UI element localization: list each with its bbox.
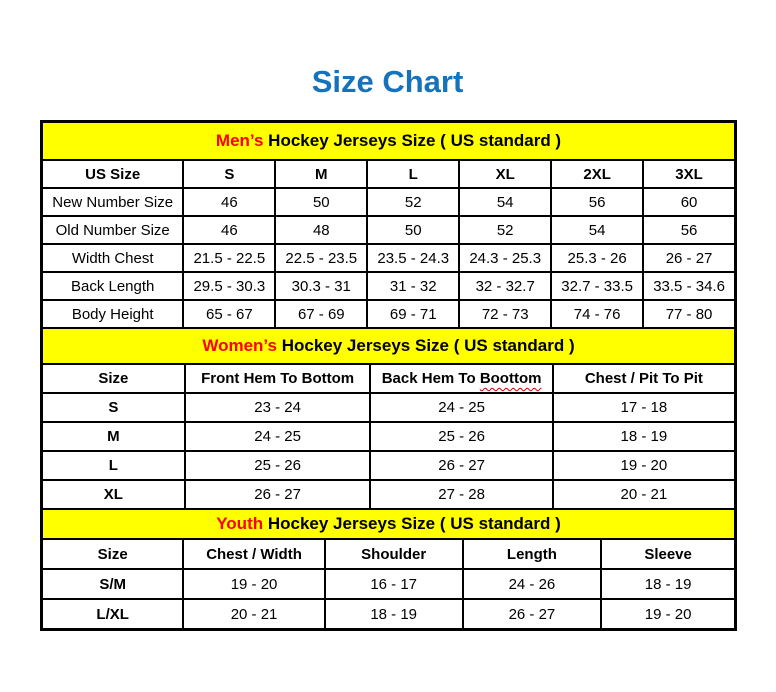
size-value-cell: 24 - 25 bbox=[185, 422, 371, 451]
table-row bbox=[42, 569, 735, 599]
table-row bbox=[42, 188, 735, 216]
mens-header-l: L bbox=[367, 160, 459, 188]
size-value-cell: 29.5 - 30.3 bbox=[183, 272, 275, 300]
size-value-cell: 77 - 80 bbox=[643, 300, 735, 328]
size-value-cell: 18 - 19 bbox=[553, 422, 735, 451]
table-row bbox=[42, 422, 735, 451]
youth-banner-highlight: Youth bbox=[216, 514, 264, 533]
youth-header-chest-width: Chest / Width bbox=[183, 539, 324, 569]
size-value-cell: 26 - 27 bbox=[185, 480, 371, 509]
page-title: Size Chart bbox=[311, 64, 464, 99]
size-value-cell: 46 bbox=[183, 216, 275, 244]
womens-banner-rest: Hockey Jerseys Size ( US standard ) bbox=[276, 336, 575, 355]
row-label: L bbox=[42, 451, 185, 480]
size-value-cell: 54 bbox=[459, 188, 551, 216]
size-value-cell: 21.5 - 22.5 bbox=[183, 244, 275, 272]
mens-table-body bbox=[42, 188, 735, 328]
womens-header-size: Size bbox=[42, 364, 185, 393]
size-value-cell: 19 - 20 bbox=[553, 451, 735, 480]
mens-banner-rest: Hockey Jerseys Size ( US standard ) bbox=[263, 131, 562, 150]
table-row bbox=[42, 272, 735, 300]
size-value-cell: 24 - 26 bbox=[463, 569, 602, 599]
womens-header-row bbox=[42, 364, 735, 393]
size-chart-container bbox=[40, 120, 737, 631]
youth-table-body bbox=[42, 569, 735, 629]
size-value-cell: 50 bbox=[275, 188, 367, 216]
table-row bbox=[42, 216, 735, 244]
size-value-cell: 67 - 69 bbox=[275, 300, 367, 328]
size-value-cell: 18 - 19 bbox=[601, 569, 735, 599]
womens-header-chest: Chest / Pit To Pit bbox=[553, 364, 735, 393]
table-row bbox=[42, 300, 735, 328]
size-value-cell: 19 - 20 bbox=[183, 569, 324, 599]
mens-header-s: S bbox=[183, 160, 275, 188]
youth-header-length: Length bbox=[463, 539, 602, 569]
table-row bbox=[42, 599, 735, 629]
size-value-cell: 52 bbox=[367, 188, 459, 216]
youth-banner-text bbox=[42, 509, 735, 539]
mens-header-m: M bbox=[275, 160, 367, 188]
size-value-cell: 32.7 - 33.5 bbox=[551, 272, 643, 300]
size-value-cell: 17 - 18 bbox=[553, 393, 735, 422]
size-value-cell: 27 - 28 bbox=[370, 480, 552, 509]
youth-size-table bbox=[41, 508, 736, 630]
size-value-cell: 20 - 21 bbox=[553, 480, 735, 509]
size-value-cell: 33.5 - 34.6 bbox=[643, 272, 735, 300]
size-value-cell: 23.5 - 24.3 bbox=[367, 244, 459, 272]
size-value-cell: 30.3 - 31 bbox=[275, 272, 367, 300]
row-label: Width Chest bbox=[42, 244, 183, 272]
womens-header-front-hem: Front Hem To Bottom bbox=[185, 364, 371, 393]
size-value-cell: 16 - 17 bbox=[325, 569, 463, 599]
size-value-cell: 24.3 - 25.3 bbox=[459, 244, 551, 272]
row-label: S/M bbox=[42, 569, 183, 599]
mens-banner bbox=[42, 122, 735, 160]
size-value-cell: 48 bbox=[275, 216, 367, 244]
size-value-cell: 72 - 73 bbox=[459, 300, 551, 328]
youth-header-sleeve: Sleeve bbox=[601, 539, 735, 569]
size-value-cell: 25 - 26 bbox=[185, 451, 371, 480]
womens-header-back-hem-misspelled-word: Boottom bbox=[479, 370, 542, 387]
womens-banner-text bbox=[42, 328, 735, 364]
size-value-cell: 52 bbox=[459, 216, 551, 244]
youth-header-shoulder: Shoulder bbox=[325, 539, 463, 569]
size-value-cell: 32 - 32.7 bbox=[459, 272, 551, 300]
mens-header-us-size: US Size bbox=[42, 160, 183, 188]
mens-header-3xl: 3XL bbox=[643, 160, 735, 188]
row-label: Back Length bbox=[42, 272, 183, 300]
youth-header-row bbox=[42, 539, 735, 569]
row-label: Old Number Size bbox=[42, 216, 183, 244]
size-value-cell: 26 - 27 bbox=[463, 599, 602, 629]
mens-banner-text bbox=[42, 122, 735, 160]
size-value-cell: 25.3 - 26 bbox=[551, 244, 643, 272]
size-value-cell: 31 - 32 bbox=[367, 272, 459, 300]
size-value-cell: 65 - 67 bbox=[183, 300, 275, 328]
size-value-cell: 50 bbox=[367, 216, 459, 244]
size-value-cell: 46 bbox=[183, 188, 275, 216]
mens-header-2xl: 2XL bbox=[551, 160, 643, 188]
womens-banner-highlight: Women’s bbox=[202, 336, 277, 355]
womens-size-table bbox=[41, 327, 736, 510]
womens-banner bbox=[42, 328, 735, 364]
womens-table-body bbox=[42, 393, 735, 509]
size-value-cell: 56 bbox=[551, 188, 643, 216]
size-value-cell: 74 - 76 bbox=[551, 300, 643, 328]
mens-header-xl: XL bbox=[459, 160, 551, 188]
size-value-cell: 26 - 27 bbox=[643, 244, 735, 272]
size-value-cell: 60 bbox=[643, 188, 735, 216]
mens-header-row bbox=[42, 160, 735, 188]
size-value-cell: 69 - 71 bbox=[367, 300, 459, 328]
size-value-cell: 54 bbox=[551, 216, 643, 244]
size-value-cell: 26 - 27 bbox=[370, 451, 552, 480]
size-value-cell: 19 - 20 bbox=[601, 599, 735, 629]
size-value-cell: 20 - 21 bbox=[183, 599, 324, 629]
youth-banner-rest: Hockey Jerseys Size ( US standard ) bbox=[263, 514, 561, 533]
size-value-cell: 22.5 - 23.5 bbox=[275, 244, 367, 272]
table-row bbox=[42, 393, 735, 422]
womens-header-back-hem-prefix: Back Hem To bbox=[381, 370, 480, 387]
mens-size-table bbox=[41, 121, 736, 329]
youth-header-size: Size bbox=[42, 539, 183, 569]
size-value-cell: 18 - 19 bbox=[325, 599, 463, 629]
row-label: XL bbox=[42, 480, 185, 509]
size-value-cell: 56 bbox=[643, 216, 735, 244]
mens-banner-highlight: Men’s bbox=[215, 131, 264, 150]
row-label: M bbox=[42, 422, 185, 451]
row-label: S bbox=[42, 393, 185, 422]
row-label: New Number Size bbox=[42, 188, 183, 216]
womens-header-back-hem bbox=[370, 364, 552, 393]
table-row bbox=[42, 480, 735, 509]
row-label: Body Height bbox=[42, 300, 183, 328]
row-label: L/XL bbox=[42, 599, 183, 629]
size-value-cell: 24 - 25 bbox=[370, 393, 552, 422]
youth-banner bbox=[42, 509, 735, 539]
size-value-cell: 23 - 24 bbox=[185, 393, 371, 422]
table-row bbox=[42, 451, 735, 480]
table-row bbox=[42, 244, 735, 272]
size-value-cell: 25 - 26 bbox=[370, 422, 552, 451]
